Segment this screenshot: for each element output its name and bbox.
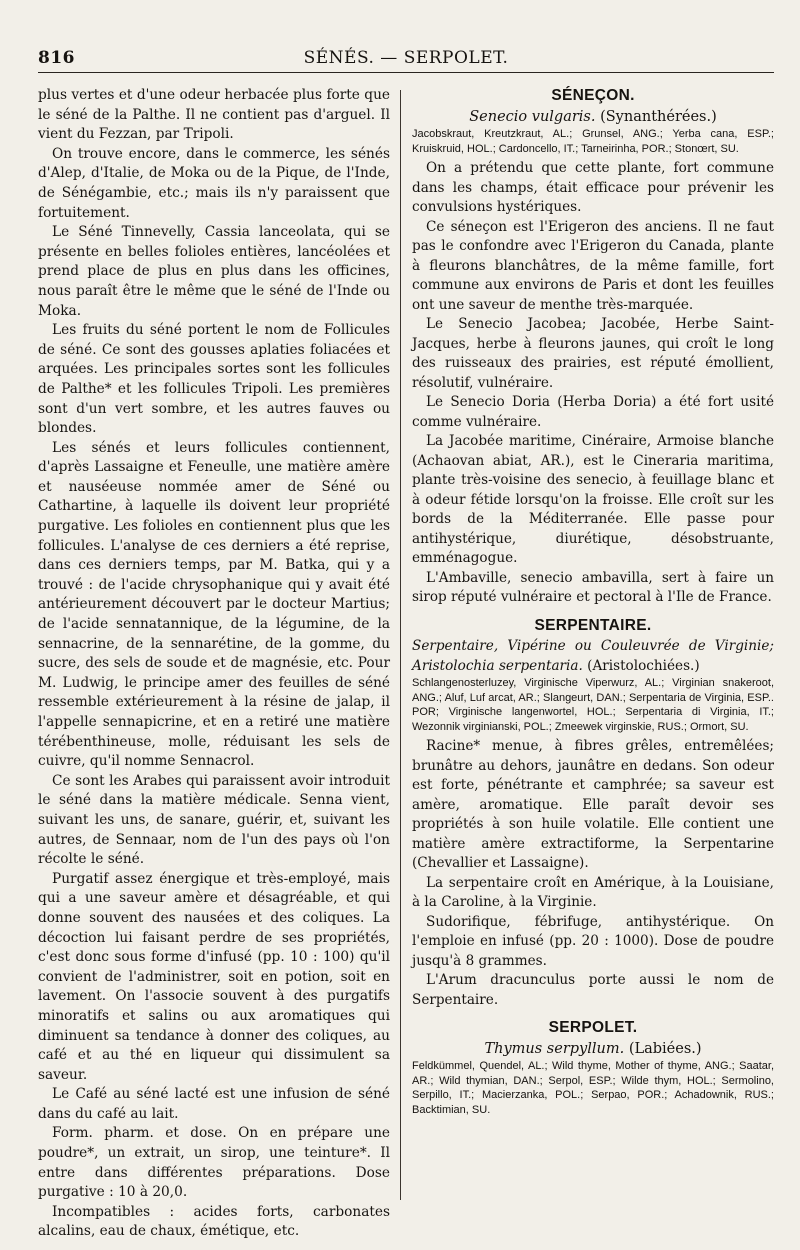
- paragraph: Les fruits du séné portent le nom de Follicules de séné. Ce sont des gousses aplaties foliacées et arquées. Les principales sortes sont les follicules de Palthe* et les follicules Tripoli. Les premières sont d'un vert sombre, et les autres fauves ou blondes.: [38, 322, 390, 437]
- latin-name: Serpentaire, Vipérine ou Couleuvrée de Virginie; Aristolochia serpentaria.: [412, 638, 774, 674]
- latin-name-line: [412, 1040, 774, 1060]
- paragraph: Le Séné Tinnevelly, Cassia lanceolata, qui se présente en belles folioles entières, lancéolées et prend place de plus en plus dans les officines, nous paraît être le même que le séné de l'Inde ou Moka.: [38, 224, 390, 319]
- latin-name: Thymus serpyllum.: [484, 1040, 625, 1057]
- plant-family: (Synanthérées.): [600, 108, 717, 125]
- entry-heading-seneçon: SÉNEÇON.: [551, 87, 635, 104]
- running-title: SÉNÉS. — SERPOLET.: [303, 48, 509, 68]
- left-column: [38, 86, 390, 1242]
- paragraph: plus vertes et d'une odeur herbacée plus forte que le séné de la Palthe. Il ne contient pas d'arguel. Il vient du Fezzan, par Tripoli.: [38, 87, 390, 143]
- paragraph: Ce sont les Arabes qui paraissent avoir introduit le séné dans la matière médicale. Senna vient, suivant les uns, de sanare, guérir, et, suivant les autres, de Sennaar, nom de l'un des pays où l'on récolte le séné.: [38, 772, 390, 868]
- latin-name-line: [412, 108, 774, 128]
- paragraph: Form. pharm. et dose. On en prépare une poudre*, un extrait, un sirop, une teinture*. Il entre dans différentes préparations. Dose purgative : 10 à 20,0.: [38, 1125, 390, 1201]
- running-header: [38, 46, 774, 73]
- plant-family: (Aristolochiées.): [587, 657, 700, 674]
- paragraph: L'Arum dracunculus porte aussi le nom de Serpentaire.: [412, 972, 774, 1008]
- paragraph: Racine* menue, à fibres grêles, entremêlées; brunâtre au dehors, jaunâtre en dedans. Son odeur est forte, pénétrante et camphrée; sa saveur est amère, aromatique. Elle paraît devoir ses propriétés à son huile volatile. Elle contient une matière amère extractiforme, la Serpentarine (Chevallier et Lassaigne).: [412, 738, 774, 871]
- synonyms: Feldkümmel, Quendel, AL.; Wild thyme, Mother of thyme, ANG.; Saatar, AR.; Wild thymian, DAN.; Serpol, ESP.; Wilde thym, HOL.; Sermolino, Serpillo, IT.; Macierzanka, POL.; Serpao, POR.; Achadownik, RUS.; Backtimian, SU.: [412, 1060, 774, 1116]
- paragraph: La serpentaire croît en Amérique, à la Louisiane, à la Caroline, à la Virginie.: [412, 874, 774, 910]
- paragraph: Purgatif assez énergique et très-employé, mais qui a une saveur amère et désagréable, et qui donne souvent des nausées et des coliques. La décoction lui faisant perdre de ses propriétés, c'est donc sous forme d'infusé (pp. 10 : 100) qu'il convient de l'administrer, soit en potion, soit en lavement. On l'associe souvent à des purgatifs minoratifs et salins ou aux aromatiques qui diminuent sa tendance à donner des coliques, au café et au thé en liqueur qui dissimulent sa saveur.: [38, 870, 390, 1083]
- entry-heading-serpolet: SERPOLET.: [548, 1019, 638, 1036]
- plant-family: (Labiées.): [628, 1040, 702, 1057]
- paragraph: La Jacobée maritime, Cinéraire, Armoise blanche (Achaovan abiat, AR.), est le Cineraria maritima, plante très-voisine des senecio, à feuillage blanc et à odeur fétide lorsqu'on la froisse. Elle croît sur les bords de la Méditerranée. Elle passe pour antihystérique, diurétique, désobstruante, emménagogue.: [412, 433, 774, 566]
- paragraph: L'Ambaville, senecio ambavilla, sert à faire un sirop réputé vulnéraire et pectoral à l'Ile de France.: [412, 569, 774, 605]
- paragraph: On a prétendu que cette plante, fort commune dans les champs, était efficace pour prévenir les convulsions hystériques.: [412, 160, 774, 215]
- paragraph: Sudorifique, fébrifuge, antihystérique. On l'emploie en infusé (pp. 20 : 1000). Dose de poudre jusqu'à 8 grammes.: [412, 913, 774, 969]
- right-column: [412, 86, 774, 1120]
- column-divider: [400, 90, 401, 1200]
- page-number: 816: [38, 48, 75, 68]
- paragraph: Le Senecio Jacobea; Jacobée, Herbe Saint-Jacques, herbe à fleurons jaunes, qui croît le long des ruisseaux des prairies, est réputé émollient, résolutif, vulnéraire.: [412, 316, 774, 391]
- paragraph: Ce séneçon est l'Erigeron des anciens. Il ne faut pas le confondre avec l'Erigeron du Canada, plante à fleurons blanchâtres, de la même famille, fort commune aux environs de Paris et dont les feuilles ont une saveur de menthe très-marquée.: [412, 218, 774, 313]
- synonyms: Jacobskraut, Kreutzkraut, AL.; Grunsel, ANG.; Yerba cana, ESP.; Kruiskruid, HOL.; Cardoncello, IT.; Tarneirinha, POR.; Stonœrt, SU.: [412, 128, 774, 155]
- paragraph: Incompatibles : acides forts, carbonates alcalins, eau de chaux, émétique, etc.: [38, 1203, 390, 1240]
- paragraph: On trouve encore, dans le commerce, les sénés d'Alep, d'Italie, de Moka ou de la Pique, de l'Inde, de Sénégambie, etc.; mais ils n'y paraissent que fortuitement.: [38, 145, 390, 221]
- entry-heading-serpentaire: SERPENTAIRE.: [534, 616, 652, 634]
- latin-name: Senecio vulgaris.: [469, 108, 596, 125]
- paragraph: Le Café au séné lacté est une infusion de séné dans du café au lait.: [38, 1086, 390, 1122]
- latin-name-line: [412, 637, 774, 676]
- synonyms: Schlangenosterluzey, Virginische Viperwurz, AL.; Virginian snakeroot, ANG.; Aluf, Luf arcat, AR.; Slangeurt, DAN.; Serpentaria de Virginia, ESP.. POR; Virginische langenwortel, HOL.; Serpentaria di Virginia, IT.; Wezonnik virginianski, POL.; Zmeewek virginskie, RUS.; Ormort, SU.: [412, 677, 774, 733]
- paragraph: Le Senecio Doria (Herba Doria) a été fort usité comme vulnéraire.: [412, 394, 774, 430]
- paragraph: Les sénés et leurs follicules contiennent, d'après Lassaigne et Feneulle, une matière amère et nauséeuse nommée amer de Séné ou Cathartine, à laquelle ils doivent leur propriété purgative. Les folioles en contiennent plus que les follicules. L'analyse de ces derniers a été reprise, dans ces derniers temps, par M. Batka, qui y a trouvé : de l'acide chrysophanique qui y avait été antérieurement découvert par le docteur Martius; de l'acide sennatannique, de la légumine, de la sennacrine, de la sennarétine, de la gomme, du sucre, des sels de soude et de magnésie, etc. Pour M. Ludwig, le principe amer des feuilles de séné ressemble extérieurement à la résine de jalap, il l'appelle sennapicrine, et en a retiré une matière térébenthineuse, molle, réduisant les sels de cuivre, qu'il nomme Sennacrol.: [38, 439, 390, 770]
